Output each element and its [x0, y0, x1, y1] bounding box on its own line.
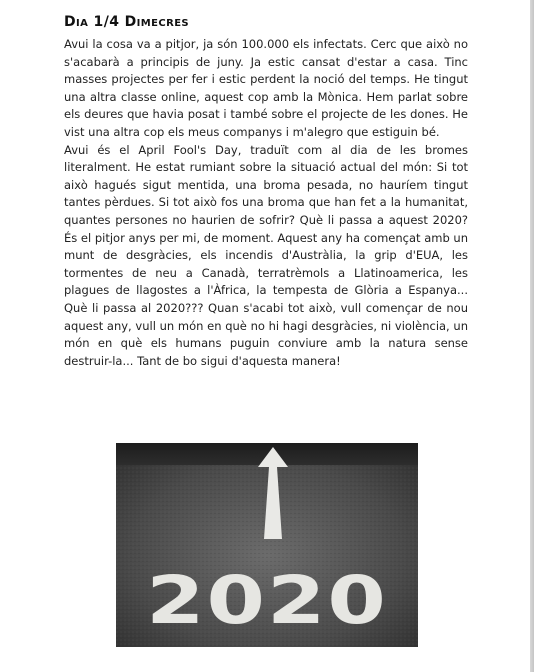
road-2020-photo — [116, 443, 418, 647]
road-photo-drawing — [116, 443, 418, 647]
paragraph-1: Avui la cosa va a pitjor, ja són 100.000 els infectats. Cerc que això no s'acabarà a principis de juny. Ja estic cansat d'estar a casa. Tinc masses projectes per fer i estic perdent la noció del temps. He tingut una altra classe online, aquest cop amb la Mònica. Hem parlat sobre els deures que havia posat i també sobre el projecte de les dones. He vist una altra cop els meus companys i m'alegro que estiguin bé. — [64, 37, 468, 139]
paragraph-2: Avui és el April Fool's Day, traduït com al dia de les bromes literalment. He estat rumiant sobre la situació actual del món: Si tot això hagués sigut mentida, una broma pesada, no hauríem tingut tantes pèrdues. Si tot això fos una broma que han fet a la humanitat, quantes persones no haurien de sofrir? Què li passa a aquest 2020? És el pitjor anys per mi, de moment. Aquest any ha començat amb un munt de desgràcies, els incendis d'Austràlia, la grip d'EUA, les tormentes de neu a Canadà, terratrèmols a Llatinoamerica, les plagues de llagostes a l'Àfrica, la tempesta de Glòria a Espanya... Què li passa al 2020??? Quan s'acabi tot això, vull començar de nou aquest any, vull un món en què no hi hagi desgràcies, ni violència, un món en què els humans puguin conviure amb la natura sense destruir-la... Tant de bo sigui d'aquesta manera! — [64, 142, 468, 368]
entry-body — [64, 36, 468, 370]
entry-heading: Dia 1/4 Dimecres — [64, 14, 190, 30]
road-year-text: 2020 — [146, 562, 388, 639]
page-edge-shadow — [530, 0, 534, 672]
